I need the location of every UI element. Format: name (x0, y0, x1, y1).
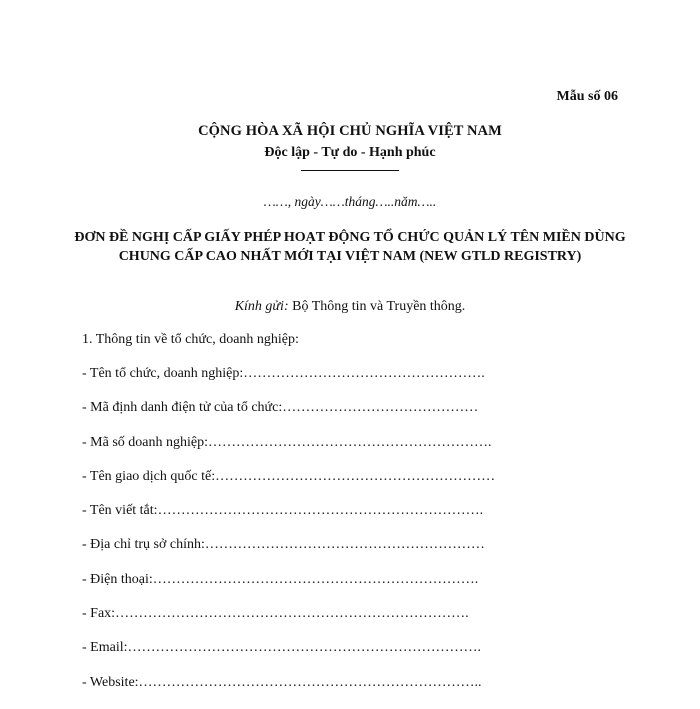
field-blank: …………………………………………………………………. (127, 640, 481, 656)
field-email (82, 640, 552, 674)
field-blank: ……………………………………………………. (207, 434, 492, 450)
recipient-label: Kính gửi: (234, 299, 289, 314)
field-label: - Fax: (82, 606, 116, 622)
motto-underline (301, 170, 399, 171)
field-label: - Tên tổ chức, doanh nghiệp: (82, 366, 244, 381)
field-blank: …………………………………………………… (204, 537, 485, 553)
field-blank: ……………………………………………. (243, 366, 485, 381)
field-blank: ……………………………………………………………. (152, 571, 479, 587)
field-blank: …………………………………………………………………. (115, 606, 469, 622)
recipient-name: Bộ Thông tin và Truyền thông. (288, 299, 466, 314)
field-label: - Địa chỉ trụ sở chính: (82, 537, 205, 553)
field-label: - Tên viết tắt: (82, 503, 158, 519)
field-international-name (82, 469, 552, 503)
field-blank: ……………………………………………………………….. (138, 674, 482, 690)
field-label: - Website: (82, 674, 139, 690)
field-electronic-id (82, 400, 552, 434)
document-title: ĐƠN ĐỀ NGHỊ CẤP GIẤY PHÉP HOẠT ĐỘNG TỔ CHỨC QUẢN LÝ TÊN MIỀN DÙNG CHUNG CẤP CAO NHẤT MỚI TẠI VIỆT NAM (NEW GTLD REGISTRY) (74, 230, 626, 264)
section-heading: 1. Thông tin về tổ chức, doanh nghiệp: (82, 332, 299, 347)
place-date-line: ……, ngày……tháng…..năm….. (263, 194, 437, 209)
field-org-name (82, 366, 552, 400)
national-motto: Độc lập - Tự do - Hạnh phúc (264, 145, 436, 160)
form-number: Mẫu số 06 (556, 89, 618, 104)
field-label: - Tên giao dịch quốc tế: (82, 468, 216, 484)
field-label: - Điện thoại: (82, 571, 153, 587)
field-website (82, 675, 552, 709)
field-fax (82, 606, 552, 640)
field-short-name (82, 503, 552, 537)
field-phone (82, 572, 552, 606)
field-list (82, 366, 552, 709)
field-blank: …………………………………………………… (215, 468, 496, 484)
field-blank: ……………………………………………………………. (157, 503, 484, 519)
national-title: CỘNG HÒA XÃ HỘI CHỦ NGHĨA VIỆT NAM (198, 123, 502, 139)
field-blank: …………………………………… (282, 400, 479, 416)
field-head-office (82, 537, 552, 571)
field-label: - Mã số doanh nghiệp: (82, 434, 208, 450)
field-label: - Mã định danh điện tử của tổ chức: (82, 400, 283, 416)
field-business-code (82, 435, 552, 469)
recipient-line (0, 299, 700, 315)
field-label: - Email: (82, 640, 128, 656)
